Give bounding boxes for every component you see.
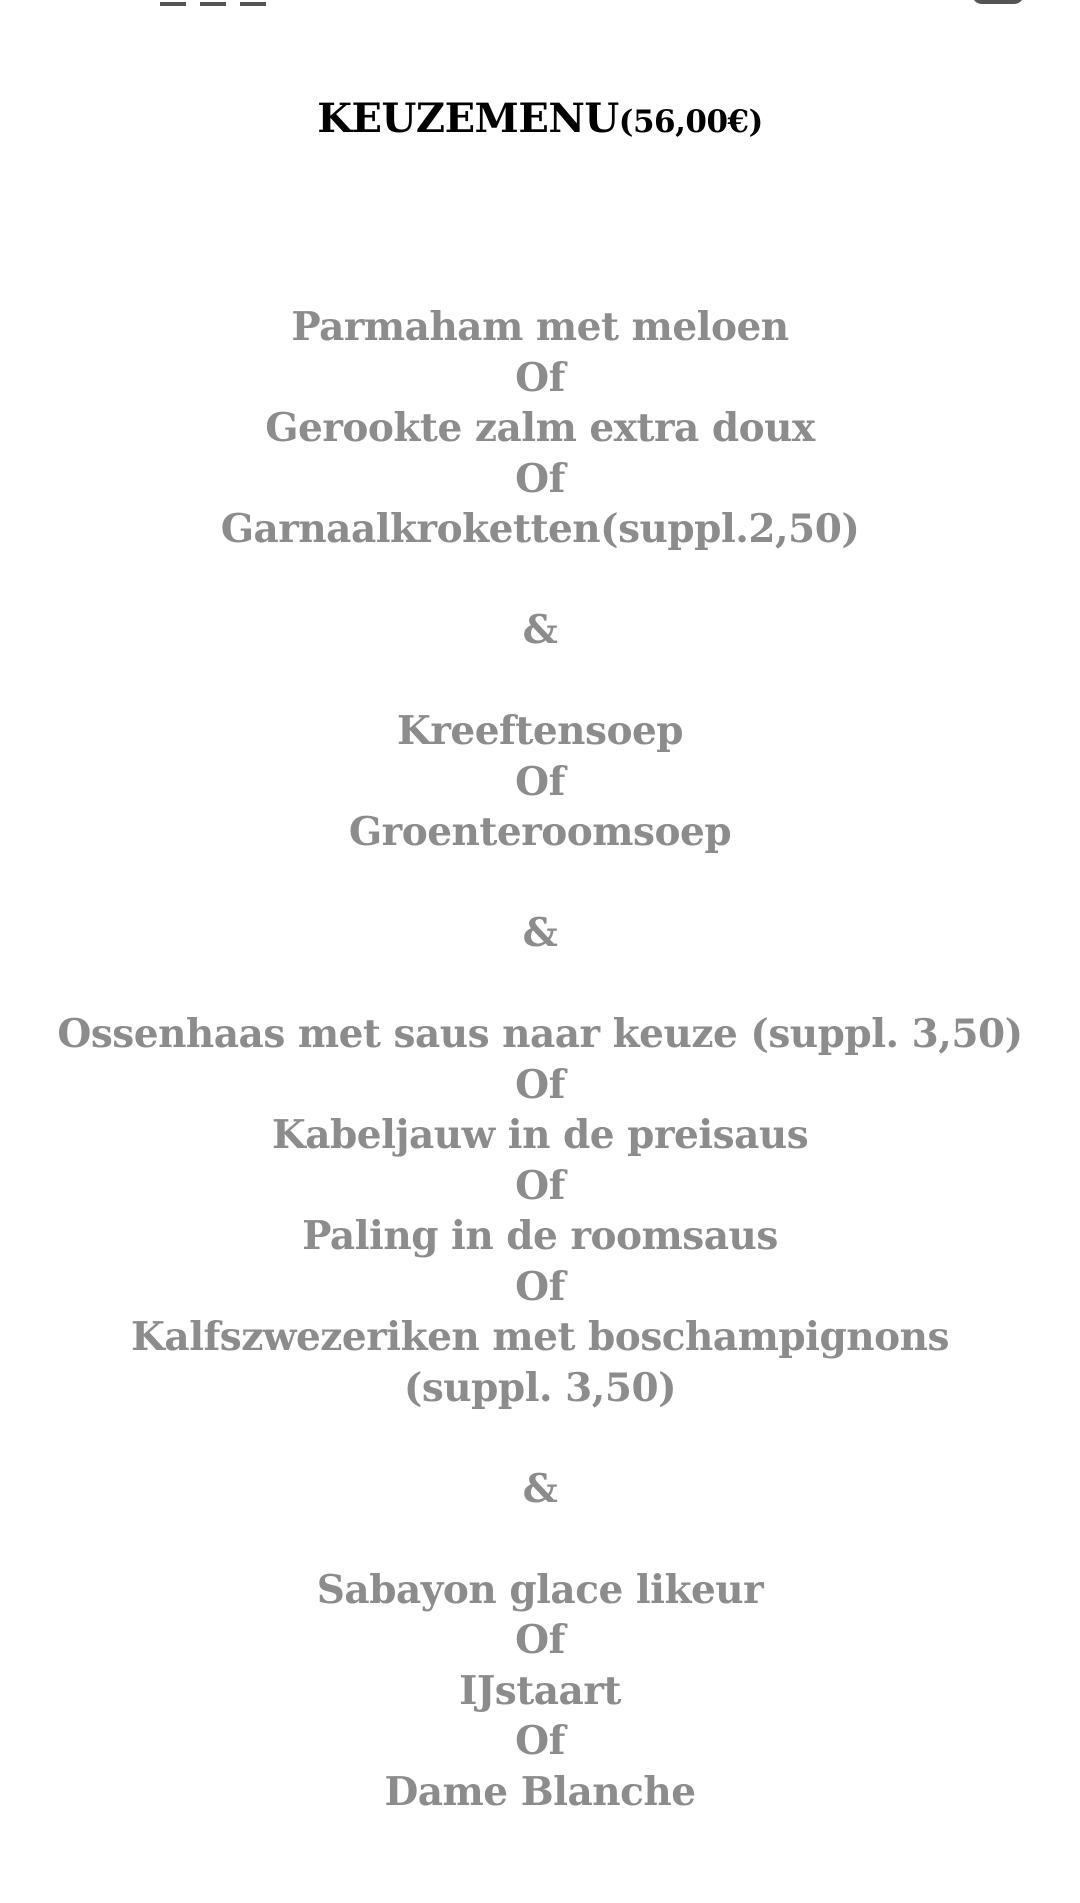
- menu-spacer: [0, 1514, 1080, 1565]
- menu-spacer: [0, 959, 1080, 1010]
- menu-list: [0, 302, 1080, 1817]
- menu-item: Kalfszwezeriken met boschampignons: [131, 1314, 949, 1360]
- status-icon-fragment: [200, 0, 226, 6]
- menu-spacer: [0, 858, 1080, 909]
- menu-item: Ossenhaas met saus naar keuze (suppl. 3,50): [57, 1011, 1023, 1057]
- menu-course-separator: &: [522, 910, 558, 956]
- menu-separator-of: Of: [515, 1617, 565, 1663]
- menu-spacer: [0, 656, 1080, 707]
- menu-separator-of: Of: [515, 1263, 565, 1310]
- menu-item: Dame Blanche: [384, 1768, 696, 1815]
- menu-separator-of: Of: [515, 1718, 565, 1764]
- menu-separator-of: Of: [515, 758, 565, 805]
- menu-course-separator: &: [522, 607, 558, 653]
- page-title: [0, 91, 1080, 150]
- menu-separator-of: Of: [515, 455, 565, 502]
- menu-price: (56,00€): [618, 103, 763, 140]
- menu-course-separator: &: [522, 1465, 558, 1512]
- menu-spacer: [0, 1413, 1080, 1464]
- menu-item: IJstaart: [459, 1667, 621, 1714]
- menu-item: Paling in de roomsaus: [302, 1213, 778, 1259]
- menu-title: KEUZEMENU: [317, 94, 619, 142]
- menu-item: Kreeftensoep: [396, 708, 684, 754]
- menu-item: (suppl. 3,50): [403, 1364, 677, 1411]
- menu-item: Garnaalkroketten(suppl.2,50): [220, 506, 860, 552]
- menu-spacer: [0, 555, 1080, 606]
- menu-item: Gerookte zalm extra doux: [265, 405, 815, 451]
- menu-item: Parmaham met meloen: [291, 304, 789, 350]
- status-bar-fragment: [160, 0, 266, 6]
- status-icon-fragment: [160, 0, 186, 6]
- status-icon-fragment: [240, 0, 266, 6]
- menu-separator-of: Of: [515, 354, 565, 401]
- menu-item: Groenteroomsoep: [348, 809, 732, 855]
- menu-item: Kabeljauw in de preisaus: [271, 1112, 809, 1158]
- menu-separator-of: Of: [515, 1162, 565, 1209]
- menu-separator-of: Of: [515, 1061, 565, 1108]
- scroll-indicator: [972, 0, 1024, 4]
- menu-item: Sabayon glace likeur: [316, 1566, 764, 1613]
